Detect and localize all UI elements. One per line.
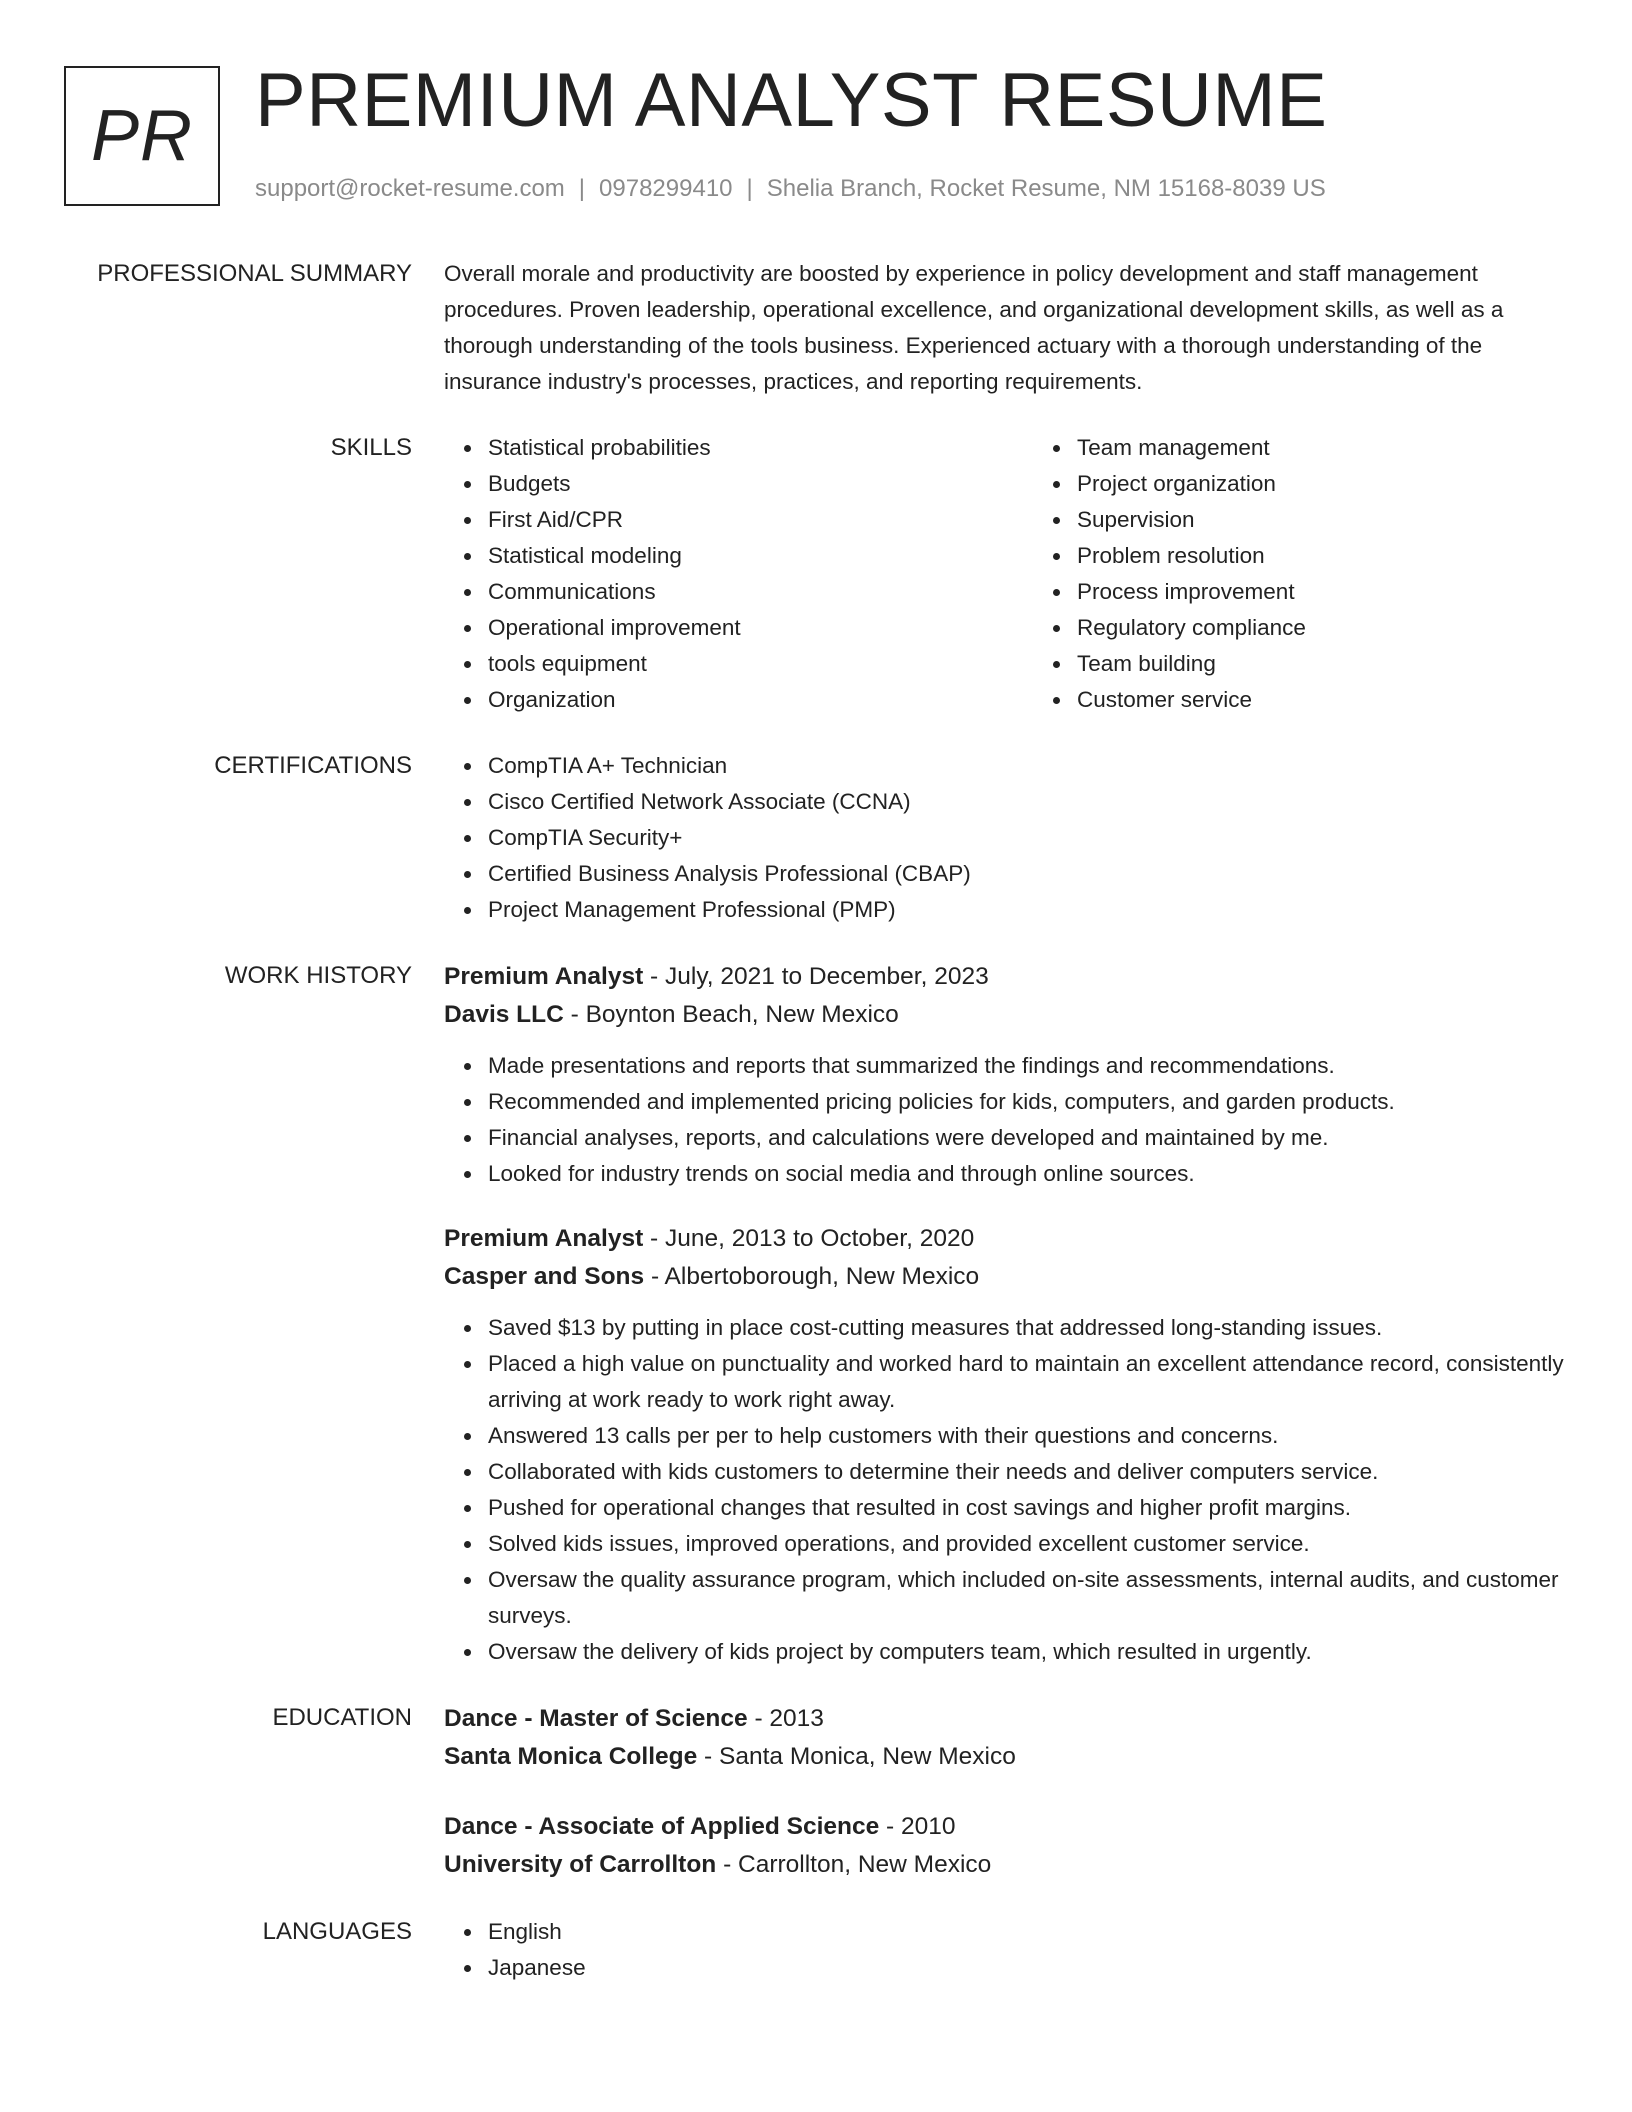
- certification-item: Cisco Certified Network Associate (CCNA): [488, 784, 1564, 820]
- section-title-skills: SKILLS: [330, 434, 412, 461]
- skills-list-right: [1033, 430, 1622, 718]
- education-year: - 2013: [747, 1705, 824, 1732]
- education-location: - Carrollton, New Mexico: [716, 1851, 992, 1878]
- job-company-line: [444, 1258, 1564, 1296]
- education-year: - 2010: [879, 1813, 956, 1840]
- resume-sections: [0, 256, 1632, 2016]
- job-location: - Albertoborough, New Mexico: [644, 1263, 980, 1290]
- education-school-line: [444, 1846, 1564, 1884]
- education-body: [444, 1700, 1564, 1884]
- job-entry: [444, 1220, 1564, 1670]
- job-bullet: Made presentations and reports that summarized the findings and recommendations.: [488, 1048, 1564, 1084]
- education-entry: [444, 1808, 1564, 1884]
- languages-body: [444, 1914, 1564, 1986]
- job-bullet: Saved $13 by putting in place cost-cutting measures that addressed long-standing issues.: [488, 1310, 1564, 1346]
- section-title-languages: LANGUAGES: [262, 1918, 412, 1945]
- job-bullet: Financial analyses, reports, and calculations were developed and maintained by me.: [488, 1120, 1564, 1156]
- job-dates: - July, 2021 to December, 2023: [643, 963, 989, 990]
- job-role-line: [444, 1220, 1564, 1258]
- certifications-body: [444, 748, 1564, 928]
- section-title-summary: PROFESSIONAL SUMMARY: [97, 260, 412, 287]
- job-bullets: [444, 1048, 1564, 1192]
- language-item: English: [488, 1914, 1564, 1950]
- job-bullet: Recommended and implemented pricing policies for kids, computers, and garden products.: [488, 1084, 1564, 1120]
- resume-title: PREMIUM ANALYST RESUME: [255, 58, 1328, 143]
- job-company: Davis LLC: [444, 1001, 564, 1028]
- job-role: Premium Analyst: [444, 1225, 644, 1252]
- education-section: [0, 1700, 1632, 1884]
- job-location: - Boynton Beach, New Mexico: [563, 1001, 899, 1028]
- job-bullet: Oversaw the delivery of kids project by computers team, which resulted in urgently.: [488, 1634, 1564, 1670]
- skill-item: Statistical modeling: [488, 538, 1033, 574]
- skills-list-left: [444, 430, 1033, 718]
- contact-separator: |: [578, 175, 586, 202]
- education-location: - Santa Monica, New Mexico: [697, 1743, 1016, 1770]
- education-degree: Dance - Master of Science: [444, 1705, 748, 1732]
- job-bullet: Solved kids issues, improved operations, and provided excellent customer service.: [488, 1526, 1564, 1562]
- job-entry: [444, 958, 1564, 1192]
- monogram-logo: [64, 66, 220, 206]
- contact-separator: |: [746, 175, 753, 202]
- job-bullet: Pushed for operational changes that resulted in cost savings and higher profit margins.: [488, 1490, 1564, 1526]
- job-role-line: [444, 958, 1564, 996]
- certification-item: CompTIA A+ Technician: [488, 748, 1564, 784]
- monogram-text: PR: [90, 96, 194, 176]
- summary-body: [444, 256, 1564, 400]
- contact-line: [255, 173, 1326, 205]
- job-bullet: Collaborated with kids customers to determine their needs and deliver computers service.: [488, 1454, 1564, 1490]
- job-dates: - June, 2013 to October, 2020: [643, 1225, 975, 1252]
- certifications-section: [0, 748, 1632, 928]
- work-history-section: [0, 958, 1632, 1670]
- education-school-line: [444, 1738, 1564, 1776]
- skill-item: Customer service: [1077, 682, 1622, 718]
- education-degree-line: [444, 1808, 1564, 1846]
- languages-section: [0, 1914, 1632, 1986]
- certification-item: CompTIA Security+: [488, 820, 1564, 856]
- certification-item: Certified Business Analysis Professional (CBAP): [488, 856, 1564, 892]
- work-history-body: [444, 958, 1564, 1670]
- skill-item: Problem resolution: [1077, 538, 1622, 574]
- skill-item: Organization: [488, 682, 1033, 718]
- skill-item: Communications: [488, 574, 1033, 610]
- skills-section: [0, 430, 1632, 718]
- skill-item: Budgets: [488, 466, 1033, 502]
- job-bullets: [444, 1310, 1564, 1670]
- skills-body: [444, 430, 1564, 718]
- job-role: Premium Analyst: [444, 963, 644, 990]
- job-bullet: Looked for industry trends on social media and through online sources.: [488, 1156, 1564, 1192]
- skill-item: Process improvement: [1077, 574, 1622, 610]
- education-school: Santa Monica College: [444, 1743, 698, 1770]
- summary-text: Overall morale and productivity are boosted by experience in policy development and staff management procedures. Proven leadership, operational excellence, and organizational development skills, as well as a thorough understanding of the tools business. Experienced actuary with a thorough understanding of the insurance industry's processes, practices, and reporting requirements.: [444, 261, 1504, 394]
- education-school: University of Carrollton: [444, 1851, 717, 1878]
- skill-item: Project organization: [1077, 466, 1622, 502]
- contact-address: Shelia Branch, Rocket Resume, NM 15168-8039 US: [766, 175, 1326, 202]
- skill-item: Regulatory compliance: [1077, 610, 1622, 646]
- job-company-line: [444, 996, 1564, 1034]
- skill-item: Statistical probabilities: [488, 430, 1033, 466]
- section-title-education: EDUCATION: [272, 1704, 412, 1731]
- language-item: Japanese: [488, 1950, 1564, 1986]
- contact-email: support@rocket-resume.com: [255, 175, 565, 202]
- skill-item: First Aid/CPR: [488, 502, 1033, 538]
- section-title-certifications: CERTIFICATIONS: [214, 752, 412, 779]
- skill-item: Team management: [1077, 430, 1622, 466]
- job-company: Casper and Sons: [444, 1263, 645, 1290]
- skill-item: Operational improvement: [488, 610, 1033, 646]
- certifications-list: [444, 748, 1564, 928]
- contact-phone: 0978299410: [599, 175, 733, 202]
- job-bullet: Oversaw the quality assurance program, which included on-site assessments, internal audits, and customer surveys.: [488, 1562, 1564, 1634]
- education-entry: [444, 1700, 1564, 1776]
- certification-item: Project Management Professional (PMP): [488, 892, 1564, 928]
- education-degree-line: [444, 1700, 1564, 1738]
- job-bullet: Placed a high value on punctuality and worked hard to maintain an excellent attendance record, consistently arriving at work ready to work right away.: [488, 1346, 1564, 1418]
- section-title-work-history: WORK HISTORY: [224, 962, 412, 989]
- job-bullet: Answered 13 calls per per to help customers with their questions and concerns.: [488, 1418, 1564, 1454]
- languages-list: [444, 1914, 1564, 1986]
- skill-item: Team building: [1077, 646, 1622, 682]
- skill-item: tools equipment: [488, 646, 1033, 682]
- summary-section: [0, 256, 1632, 400]
- skill-item: Supervision: [1077, 502, 1622, 538]
- education-degree: Dance - Associate of Applied Science: [444, 1813, 880, 1840]
